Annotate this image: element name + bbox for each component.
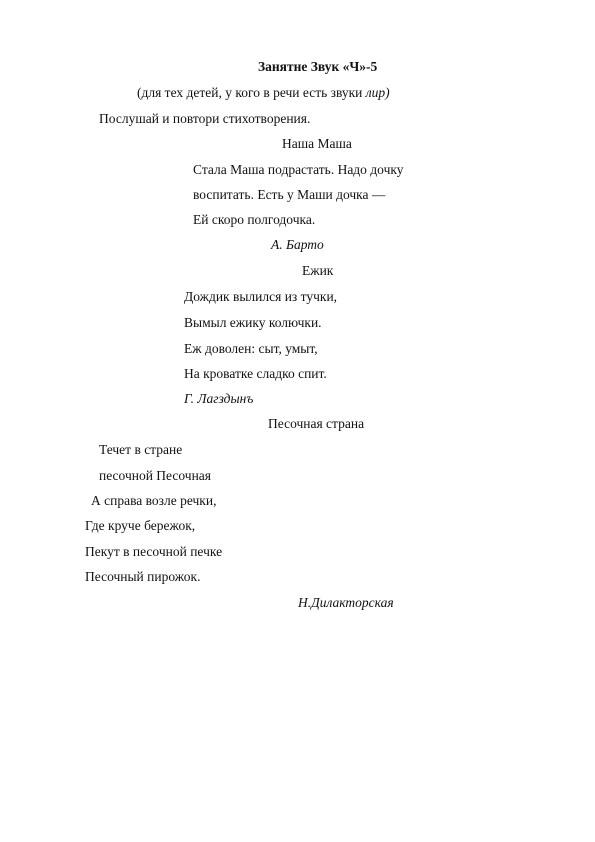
poem-author: Н.Дилакторская bbox=[298, 595, 394, 610]
poem-title: Наша Маша bbox=[282, 136, 352, 151]
subtitle-text: (для тех детей, у кого в речи есть звуки bbox=[137, 85, 366, 100]
poem-title: Песочная страна bbox=[268, 416, 365, 431]
poem-author: Г. Лагздынъ bbox=[184, 391, 254, 406]
poem-line: А справа возле речки, bbox=[91, 493, 217, 508]
poem-title: Ежик bbox=[302, 263, 334, 278]
poem-line: Течет в стране bbox=[99, 442, 183, 457]
poem-line: На кроватке сладко спит. bbox=[184, 366, 327, 381]
subtitle-sounds: лир) bbox=[365, 85, 390, 100]
poem-line: Пекут в песочной печке bbox=[85, 544, 223, 559]
poem-author: А. Барто bbox=[271, 237, 324, 252]
poem-line: Песочный пирожок. bbox=[85, 569, 201, 584]
poem-line: Стала Маша подрастать. Надо дочку bbox=[193, 162, 404, 177]
poem-line: воспитать. Есть у Маши дочка — bbox=[193, 187, 386, 202]
poem-line: Еж доволен: сыт, умыт, bbox=[184, 341, 318, 356]
poem-line: Где круче бережок, bbox=[85, 518, 196, 533]
poem-line: Ей скоро полгодочка. bbox=[193, 212, 316, 227]
document-title: Занятне Звук «Ч»-5 bbox=[258, 59, 378, 74]
subtitle bbox=[137, 85, 390, 101]
poem-line: Вымыл ежику колючки. bbox=[184, 315, 322, 330]
poem-line: песочной Песочная bbox=[99, 468, 211, 483]
instruction: Послушай и повтори стихотворения. bbox=[99, 111, 311, 126]
poem-line: Дождик вылился из тучки, bbox=[184, 289, 338, 304]
